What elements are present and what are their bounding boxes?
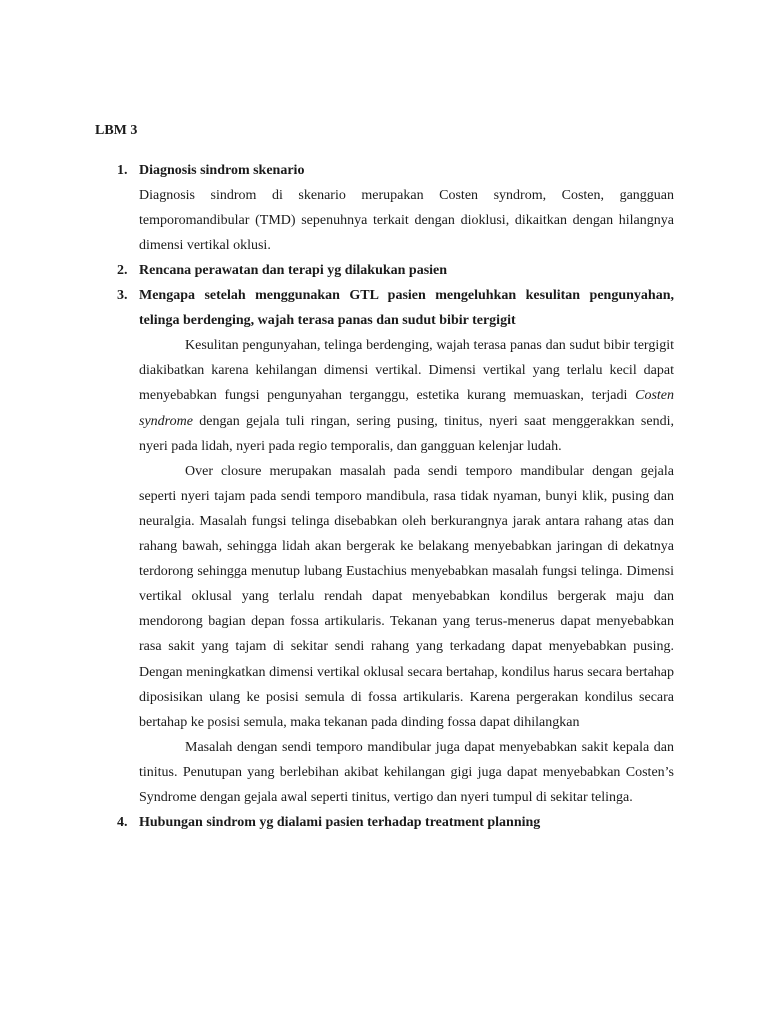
list-item-title: Mengapa setelah menggunakan GTL pasien mengeluhkan kesulitan pengunyahan, telinga berdenging, wajah terasa panas dan sudut bibir tergigit bbox=[139, 288, 674, 329]
list-item-title: Rencana perawatan dan terapi yg dilakukan pasien bbox=[139, 263, 448, 279]
list-item-4 bbox=[0, 810, 768, 835]
list-item-content bbox=[139, 283, 674, 810]
paragraph: Diagnosis sindrom di skenario merupakan Costen syndrom, Costen, gangguan temporomandibular (TMD) sepenuhnya terkait dengan dioklusi, dikaitkan dengan hilangnya dimensi vertikal oklusi. bbox=[139, 188, 674, 254]
list-item-3 bbox=[0, 283, 768, 810]
list-item-content bbox=[139, 258, 674, 283]
list-item-1 bbox=[0, 158, 768, 258]
paragraph-text: dengan gejala tuli ringan, sering pusing, tinitus, nyeri saat menggerakkan sendi, nyeri pada lidah, nyeri pada regio temporalis, dan gangguan kelenjar ludah. bbox=[139, 413, 674, 454]
list-item-2 bbox=[0, 258, 768, 283]
paragraph: Masalah dengan sendi temporo mandibular juga dapat menyebabkan sakit kepala dan tinitus. Penutupan yang berlebihan akibat kehilangan gigi juga dapat menyebabkan Costen’s Syndrome dengan gejala awal seperti tinitus, vertigo dan nyeri tumpul di sekitar telinga. bbox=[139, 739, 674, 805]
document-heading: LBM 3 bbox=[95, 123, 138, 138]
paragraph bbox=[139, 333, 674, 458]
numbered-list bbox=[0, 158, 768, 835]
paragraph: Over closure merupakan masalah pada sendi temporo mandibular dengan gejala seperti nyeri tajam pada sendi temporo mandibula, rasa tidak nyaman, bunyi klik, pusing dan neuralgia. Masalah fungsi telinga disebabkan oleh berkurangnya jarak antara rahang atas dan rahang bawah, sehingga lidah akan bergerak ke belakang menyebabkan jaringan di dekatnya terdorong sehingga menutup lubang Eustachius menyebabkan masalah fungsi telinga. Dimensi vertikal oklusal yang terlalu rendah dapat menyebabkan kondilus bergerak maju dan mendorong bagian depan fossa artikularis. Tekanan yang terus-menerus dapat menyebabkan rasa sakit yang tajam di sekitar sendi rahang yang terkadang dapat menyebabkan pusing. Dengan meningkatkan dimensi vertikal oklusal secara bertahap, kondilus harus secara bertahap diposisikan ulang ke posisi semula di fossa artikularis. Karena pergerakan kondilus secara bertahap ke posisi semula, maka tekanan pada dinding fossa dapat dihilangkan bbox=[139, 463, 674, 730]
paragraph-text: Kesulitan pengunyahan, telinga berdenging, wajah terasa panas dan sudut bibir tergigit diakibatkan karena kehilangan dimensi vertikal. Dimensi vertikal yang terlalu kecil dapat menyebabkan fungsi pengunyahan terganggu, estetika kurang memuaskan, terjadi bbox=[139, 338, 674, 404]
italic-term: Costen syndrome bbox=[139, 388, 674, 429]
list-item-title: Hubungan sindrom yg dialami pasien terhadap treatment planning bbox=[139, 815, 541, 831]
list-item-number: 1. bbox=[117, 163, 128, 178]
list-item-title: Diagnosis sindrom skenario bbox=[139, 163, 305, 178]
list-item-number: 4. bbox=[117, 815, 128, 831]
list-item-number: 2. bbox=[117, 263, 128, 279]
list-item-content bbox=[139, 158, 674, 258]
list-item-content bbox=[139, 810, 674, 835]
list-item-number: 3. bbox=[117, 288, 128, 304]
